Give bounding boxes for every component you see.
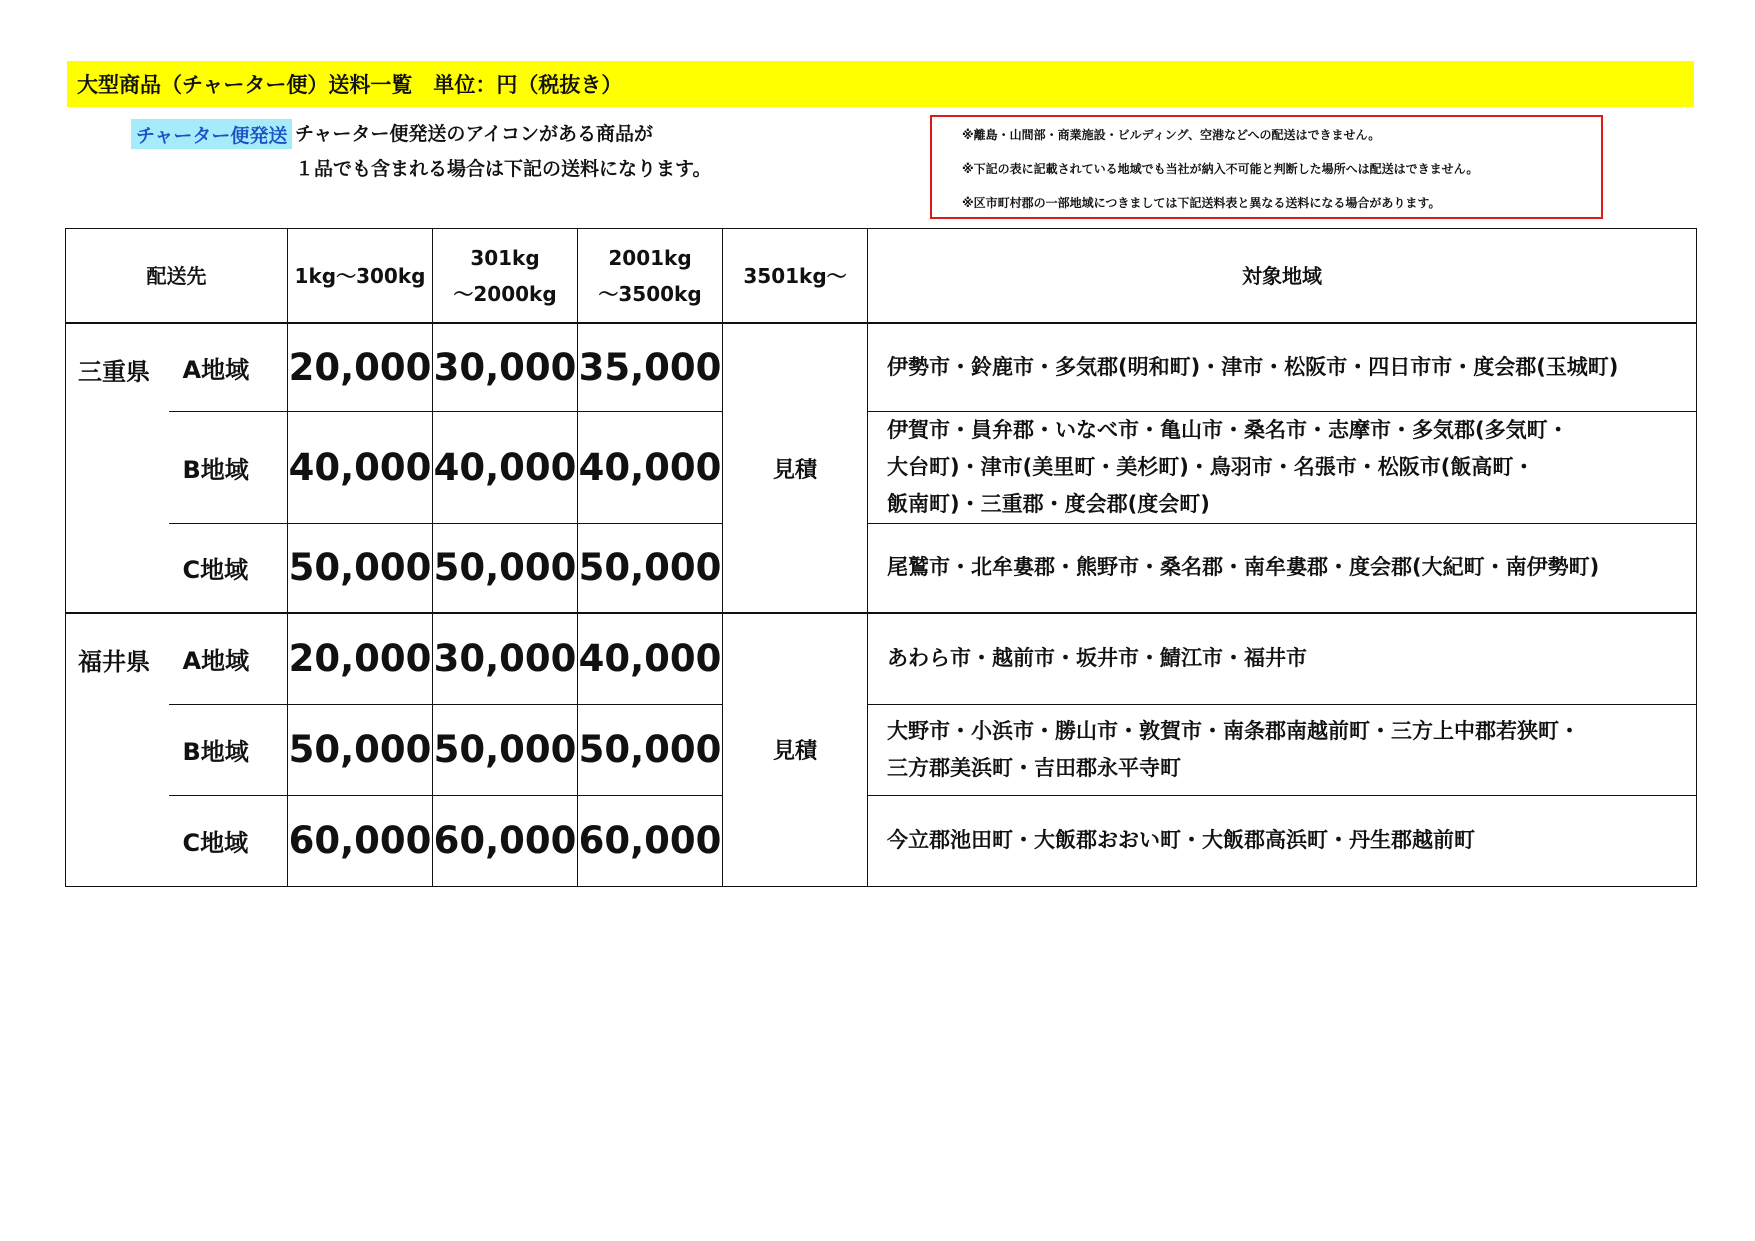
zone-label: A地域: [169, 323, 288, 411]
region-cell: [868, 795, 1697, 886]
zone-label: B地域: [169, 411, 288, 523]
region-line: 尾鷲市・北牟婁郡・熊野市・桑名郡・南牟婁郡・度会郡(大紀町・南伊勢町): [887, 555, 1600, 580]
intro-line-1: チャーター便発送のアイコンがある商品が: [295, 123, 653, 145]
region-line: 三方郡美浜町・吉田郡永平寺町: [887, 755, 1181, 780]
table-row: [66, 523, 1697, 613]
table-row: [66, 613, 1697, 704]
region-line: 伊賀市・員弁郡・いなべ市・亀山市・桑名市・志摩市・多気郡(多気町・: [887, 417, 1569, 442]
notice-box: [930, 115, 1603, 219]
region-cell: [868, 411, 1697, 523]
region-cell: [868, 704, 1697, 795]
notice-line-1: ※離島・山間部・商業施設・ビルディング、空港などへの配送はできません。: [962, 128, 1381, 142]
price-cell: 50,000: [433, 523, 578, 613]
charter-badge: チャーター便発送: [131, 119, 292, 149]
header-weight-3: [578, 229, 723, 324]
price-cell: 60,000: [288, 795, 433, 886]
header-target-area: 対象地域: [868, 229, 1697, 324]
table-row: [66, 411, 1697, 523]
price-cell: 40,000: [578, 411, 723, 523]
region-line: 飯南町)・三重郡・度会郡(度会町): [887, 491, 1210, 516]
region-line: 大野市・小浜市・勝山市・敦賀市・南条郡南越前町・三方上中郡若狭町・: [887, 718, 1580, 743]
prefecture-name: 福井県: [66, 613, 169, 886]
table-row: [66, 795, 1697, 886]
title-text: 大型商品（チャーター便）送料一覧 単位：円（税抜き）: [77, 73, 623, 97]
header-weight-1: 1kg～300kg: [288, 229, 433, 324]
prefecture-name: 三重県: [66, 323, 169, 613]
price-cell: 40,000: [288, 411, 433, 523]
price-cell: 50,000: [288, 704, 433, 795]
price-cell: 20,000: [288, 323, 433, 411]
region-line: あわら市・越前市・坂井市・鯖江市・福井市: [887, 646, 1307, 671]
quote-cell: 見積: [723, 613, 868, 886]
header-row: [66, 229, 1697, 324]
header-weight-2-line-1: 301kg: [470, 245, 540, 270]
header-weight-2-line-2: ～2000kg: [453, 281, 557, 306]
intro-text: [295, 117, 711, 187]
intro-line-2: １品でも含まれる場合は下記の送料になります。: [295, 158, 712, 180]
price-cell: 50,000: [433, 704, 578, 795]
table-row: [66, 704, 1697, 795]
zone-label: C地域: [169, 523, 288, 613]
price-cell: 30,000: [433, 613, 578, 704]
notice-line-3: ※区市町村郡の一部地域につきましては下記送料表と異なる送料になる場合があります。: [962, 196, 1441, 210]
price-cell: 50,000: [578, 704, 723, 795]
price-cell: 50,000: [578, 523, 723, 613]
page-title: [67, 61, 1694, 107]
header-weight-4: 3501kg～: [723, 229, 868, 324]
price-cell: 40,000: [578, 613, 723, 704]
shipping-rate-table: [65, 228, 1697, 887]
zone-label: C地域: [169, 795, 288, 886]
price-cell: 60,000: [578, 795, 723, 886]
price-cell: 30,000: [433, 323, 578, 411]
region-line: 伊勢市・鈴鹿市・多気郡(明和町)・津市・松阪市・四日市市・度会郡(玉城町): [887, 354, 1619, 379]
header-weight-3-line-1: 2001kg: [608, 245, 692, 270]
price-cell: 35,000: [578, 323, 723, 411]
price-cell: 20,000: [288, 613, 433, 704]
zone-label: A地域: [169, 613, 288, 704]
region-cell: [868, 523, 1697, 613]
header-destination: 配送先: [66, 229, 288, 324]
region-line: 大台町)・津市(美里町・美杉町)・鳥羽市・名張市・松阪市(飯高町・: [887, 454, 1535, 479]
header-weight-2: [433, 229, 578, 324]
price-cell: 40,000: [433, 411, 578, 523]
header-weight-3-line-2: ～3500kg: [598, 281, 702, 306]
zone-label: B地域: [169, 704, 288, 795]
region-cell: [868, 323, 1697, 411]
region-line: 今立郡池田町・大飯郡おおい町・大飯郡高浜町・丹生郡越前町: [887, 828, 1475, 852]
notice-line-2: ※下記の表に記載されている地域でも当社が納入不可能と判断した場所へは配送はできません。: [962, 162, 1479, 176]
price-cell: 60,000: [433, 795, 578, 886]
quote-cell: 見積: [723, 323, 868, 613]
price-cell: 50,000: [288, 523, 433, 613]
table-row: [66, 323, 1697, 411]
region-cell: [868, 613, 1697, 704]
